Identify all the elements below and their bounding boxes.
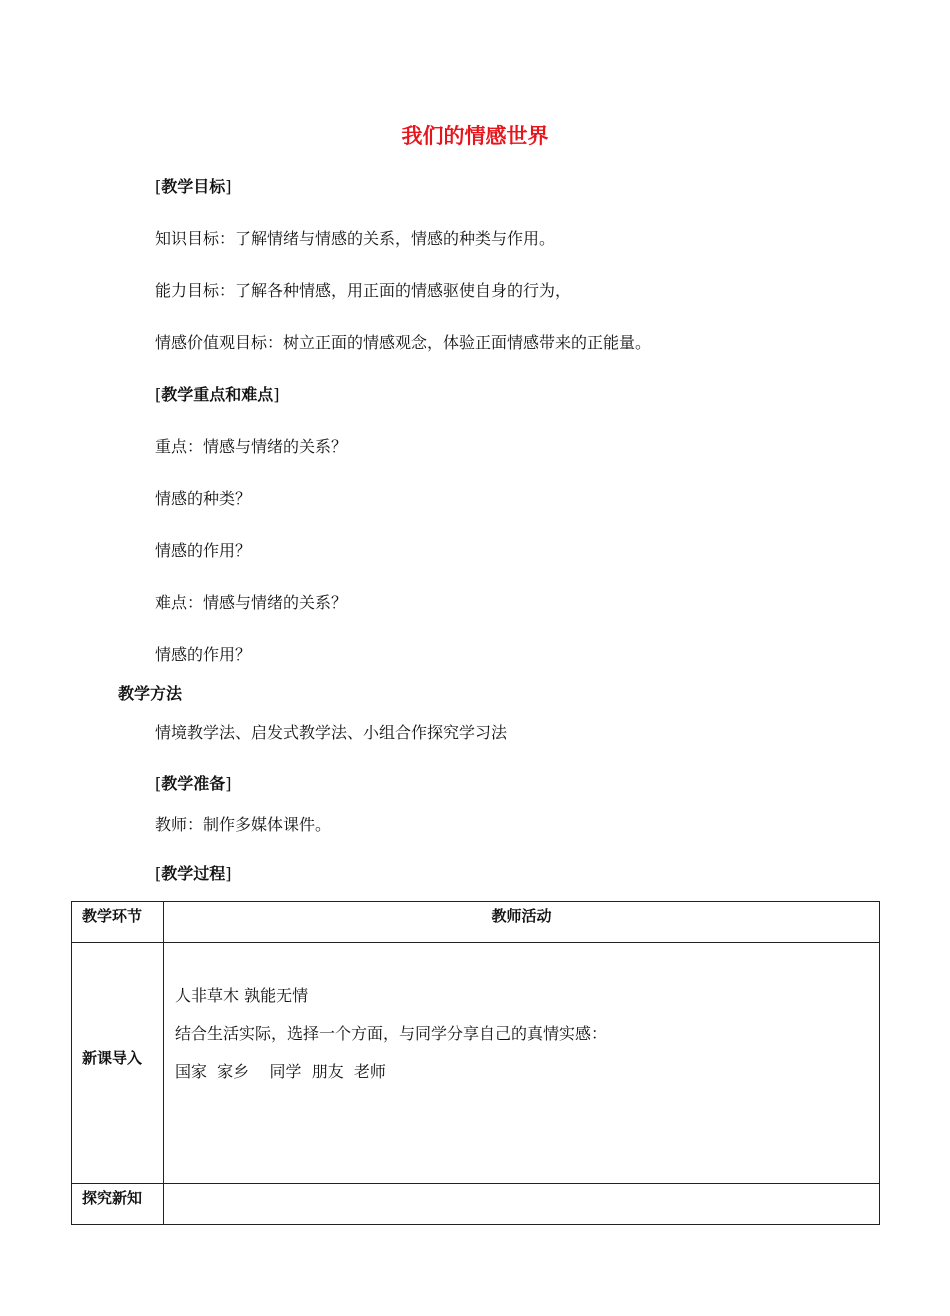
table-header-row [72,902,880,943]
table-cell-activity [164,1184,880,1225]
table-row [72,1184,880,1225]
heading-preparation-text: 教学准备 [161,774,226,793]
key-point-item: 重点：情感与情绪的关系？ [155,437,348,456]
objective-ability: 能力目标：了解各种情感，用正面的情感驱使自身的行为， [155,281,572,300]
methods-text: 情境教学法、启发式教学法、小组合作探究学习法 [155,723,508,742]
table-cell-activity [164,943,880,1184]
process-table [71,901,880,1225]
heading-objectives: [教学目标] [155,177,232,196]
preparation-text: 教师：制作多媒体课件。 [155,815,332,834]
table-cell-stage [72,1184,164,1225]
table-cell-stage [72,943,164,1184]
activity-line: 结合生活实际，选择一个方面，与同学分享自己的真情实感： [175,1024,608,1043]
key-point-item: 情感的作用？ [155,541,252,560]
table-header-cell [72,902,164,943]
heading-preparation: [教学准备] [155,774,232,793]
col-header-stage: 教学环节 [82,907,143,925]
heading-process-text: 教学过程 [161,864,226,883]
page-title: 我们的情感世界 [401,124,549,148]
activity-line: 国家 家乡 同学 朋友 老师 [175,1062,386,1081]
table-row [72,943,880,1184]
col-header-teacher-activity: 教师活动 [491,907,552,925]
stage-label: 探究新知 [82,1189,143,1207]
heading-objectives-text: 教学目标 [161,177,226,196]
objective-knowledge: 知识目标：了解情绪与情感的关系，情感的种类与作用。 [155,229,556,248]
heading-methods: 教学方法 [118,684,183,703]
heading-key-points-text: 教学重点和难点 [161,385,274,404]
key-point-item: 情感的种类？ [155,489,252,508]
key-point-item: 情感的作用？ [155,645,252,664]
key-point-item: 难点：情感与情绪的关系？ [155,593,348,612]
objective-values: 情感价值观目标：树立正面的情感观念，体验正面情感带来的正能量。 [155,333,652,352]
stage-label: 新课导入 [82,1049,143,1067]
table-header-cell [164,902,880,943]
activity-line: 人非草木 孰能无情 [175,986,309,1005]
heading-process: [教学过程] [155,864,232,883]
heading-key-points: [教学重点和难点] [155,385,280,404]
